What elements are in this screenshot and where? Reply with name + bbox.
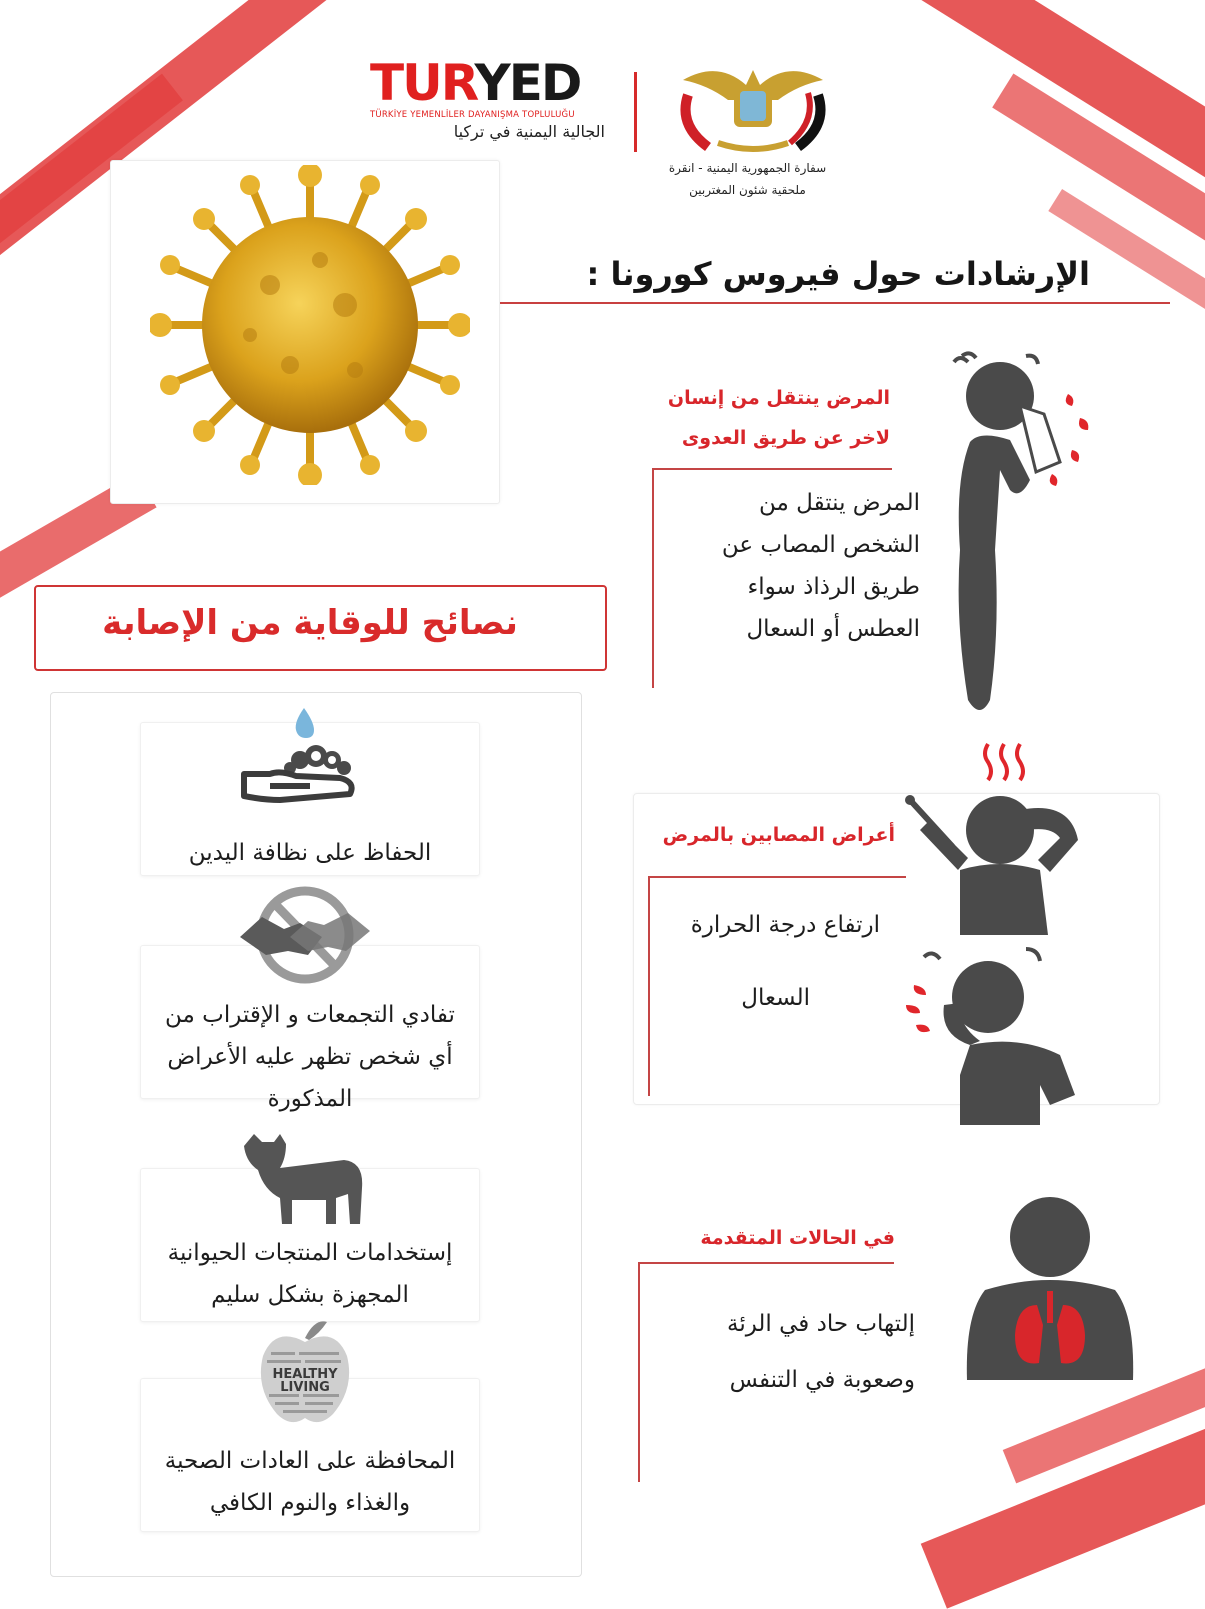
coronavirus-icon (150, 165, 470, 485)
prevention-text-gatherings: تفادي التجمعات و الإقتراب من أي شخص تظهر عليه الأعراض المذكورة (165, 1002, 455, 1112)
symptom-fever: ارتفاع درجة الحرارة (690, 912, 880, 938)
community-name: الجالية اليمنية في تركيا (453, 122, 605, 141)
yemen-emblem-icon (668, 55, 838, 155)
hand-wash-icon (240, 708, 370, 818)
turyed-wordmark: TURYED (370, 54, 581, 112)
fever-person-icon (900, 740, 1100, 940)
symptoms-heading-line (648, 876, 906, 878)
apple-word-healthy: HEALTHY (272, 1367, 338, 1382)
transmission-heading: المرض ينتقل من إنسان لاخر عن طريق العدوى (667, 387, 890, 449)
transmission-side-line (652, 468, 654, 688)
advanced-side-line (638, 1262, 640, 1482)
advanced-heading: في الحالات المتقدمة (700, 1227, 895, 1249)
turyed-subtitle: TÜRKİYE YEMENLİLER DAYANIŞMA TOPLULUĞU (370, 110, 575, 120)
sneezing-person-icon (940, 350, 1120, 730)
prevention-text-animal-products: إستخدامات المنتجات الحيوانية المجهزة بشكل سليم (167, 1240, 453, 1308)
lungs-person-icon (965, 1195, 1135, 1395)
embassy-name: سفارة الجمهورية اليمنية - انقرة (668, 161, 827, 175)
transmission-text: المرض ينتقل من الشخص المصاب عن طريق الرذاذ سواء العطس أو السعال (721, 490, 920, 642)
symptom-cough: السعال (741, 985, 810, 1011)
embassy-department: ملحقية شئون المغتربين (689, 183, 806, 197)
prevention-text-healthy-habits: المحافظة على العادات الصحية والغذاء والنوم الكافي (164, 1448, 456, 1516)
prevention-title: نصائح للوقاية من الإصابة (102, 603, 518, 643)
advanced-heading-line (638, 1262, 894, 1264)
cow-icon (240, 1128, 370, 1228)
page-title: الإرشادات حول فيروس كورونا : (586, 255, 1090, 293)
coughing-person-icon (900, 945, 1100, 1125)
turyed-logo (370, 54, 605, 141)
symptoms-heading: أعراض المصابين بالمرض (662, 824, 895, 846)
title-underline (500, 302, 1170, 304)
healthy-apple-icon (255, 1318, 355, 1428)
embassy-info (640, 157, 855, 201)
no-handshake-icon (238, 885, 372, 985)
advanced-text: إلتهاب حاد في الرئة وصعوبة في التنفس (727, 1311, 915, 1393)
transmission-heading-line (652, 468, 892, 470)
header-divider (634, 72, 637, 152)
apple-word-living: LIVING (280, 1380, 330, 1395)
prevention-text-hands: الحفاظ على نظافة اليدين (188, 840, 432, 866)
